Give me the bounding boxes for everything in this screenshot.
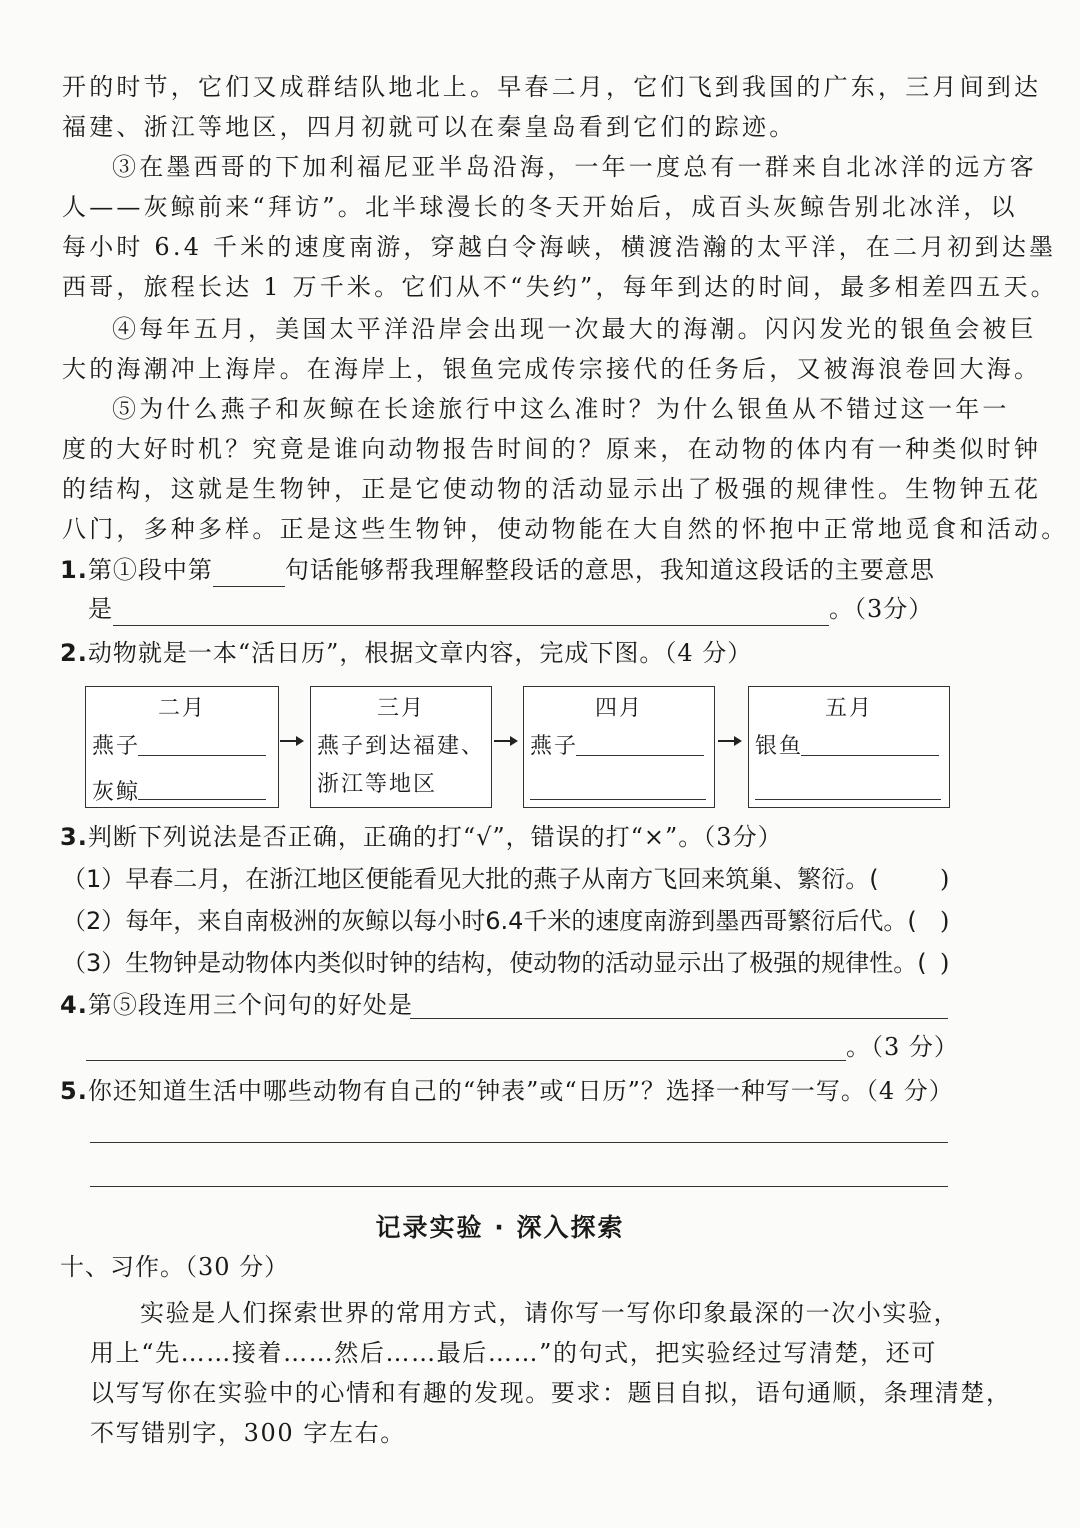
section-title: 十、习作。（30 分）	[60, 1253, 290, 1281]
prompt-line: 用上“先……接着……然后……最后……”的句式，把实验经过写清楚，还可	[90, 1339, 937, 1367]
answer-blank[interactable]	[113, 599, 829, 626]
month-box-mar	[310, 686, 492, 808]
question-number: 4.	[60, 991, 88, 1019]
passage-line: 每小时 6.4 千米的速度南游，穿越白令海峡，横渡浩瀚的太平洋，在二月初到达墨	[62, 233, 1057, 261]
answer-blank[interactable]	[755, 799, 941, 800]
question-1	[60, 553, 935, 587]
passage-line: 度的大好时机？究竟是谁向动物报告时间的？原来，在动物的体内有一种类似时钟	[62, 435, 1042, 463]
arrow-right-icon	[718, 734, 742, 748]
box-row-text: 浙江等地区	[317, 772, 438, 797]
question-text: 你还知道生活中哪些动物有自己的“钟表”或“日历”？选择一种写一写。（4 分）	[87, 1077, 954, 1105]
answer-blank[interactable]	[801, 755, 939, 756]
judgement-item: （3）生物钟是动物体内类似时钟的结构，使动物的活动显示出了极强的规律性。(	[62, 949, 927, 977]
passage-line: 大的海潮冲上海岸。在海岸上，银鱼完成传宗接代的任务后，又被海浪卷回大海。	[62, 355, 1042, 383]
judgement-item: （1）早春二月，在浙江地区便能看见大批的燕子从南方飞回来筑巢、繁衍。(	[62, 865, 879, 893]
passage-line: 人——灰鲸前来“拜访”。北半球漫长的冬天开始后，成百头灰鲸告别北冰洋，以	[62, 193, 1018, 221]
passage-line: ⑤为什么燕子和灰鲸在长途旅行中这么准时？为什么银鱼从不错过这一年一	[112, 395, 1010, 423]
answer-line[interactable]	[90, 1186, 948, 1187]
arrow-right-icon	[494, 734, 518, 748]
box-row-text: 燕子到达福建、	[317, 734, 486, 759]
question-number: 5.	[60, 1077, 88, 1105]
passage-line: 西哥，旅程长达 1 万千米。它们从不“失约”，每年到达的时间，最多相差四五天。	[62, 273, 1058, 301]
box-row-label: 银鱼	[755, 734, 804, 759]
box-title: 三月	[376, 696, 425, 721]
question-number: 2.	[60, 639, 88, 667]
passage-line: ④每年五月，美国太平洋沿岸会出现一次最大的海潮。闪闪发光的银鱼会被巨	[112, 315, 1037, 343]
score-label: 。（3 分）	[846, 1033, 959, 1061]
answer-paren[interactable]: )	[940, 865, 950, 893]
passage-line: 开的时节，它们又成群结队地北上。早春二月，它们飞到我国的广东，三月间到达	[62, 73, 1042, 101]
question-5	[60, 1074, 954, 1108]
question-3	[60, 820, 783, 854]
month-box-feb	[85, 686, 279, 808]
question-text: 动物就是一本“活日历”，根据文章内容，完成下图。（4 分）	[87, 639, 753, 667]
passage-line: 福建、浙江等地区，四月初就可以在秦皇岛看到它们的踪迹。	[62, 113, 797, 141]
answer-paren[interactable]: )	[940, 907, 950, 935]
answer-blank[interactable]	[138, 755, 266, 756]
month-box-may	[748, 686, 950, 808]
question-2	[60, 636, 752, 670]
passage-line: 的结构，这就是生物钟，正是它使动物的活动显示出了极强的规律性。生物钟五花	[62, 475, 1042, 503]
box-row-label: 燕子	[92, 734, 141, 759]
prompt-line: 不写错别字，300 字左右。	[90, 1419, 406, 1447]
box-row-label: 灰鲸	[92, 780, 141, 805]
answer-line[interactable]	[90, 1142, 948, 1143]
box-title: 二月	[157, 696, 206, 721]
question-text: 第①段中第	[87, 556, 213, 584]
score-label: 。（3分）	[829, 595, 934, 623]
box-title: 四月	[594, 696, 643, 721]
box-title: 五月	[824, 696, 873, 721]
question-text: 第⑤段连用三个问句的好处是	[87, 991, 413, 1019]
answer-blank[interactable]	[576, 755, 704, 756]
question-1-cont	[88, 592, 933, 626]
month-box-apr	[523, 686, 715, 808]
passage-line: ③在墨西哥的下加利福尼亚半岛沿海，一年一度总有一群来自北冰洋的远方客	[112, 153, 1037, 181]
question-text: 是	[88, 595, 113, 623]
question-number: 3.	[60, 823, 88, 851]
answer-line[interactable]	[86, 1060, 846, 1061]
answer-blank[interactable]	[530, 799, 706, 800]
judgement-item: （2）每年，来自南极洲的灰鲸以每小时6.4千米的速度南游到墨西哥繁衍后代。(	[62, 907, 917, 935]
prompt-line: 实验是人们探索世界的常用方式，请你写一写你印象最深的一次小实验，	[140, 1299, 960, 1327]
prompt-line: 以写写你在实验中的心情和有趣的发现。要求：题目自拟，语句通顺，条理清楚，	[90, 1379, 1012, 1407]
question-number: 1.	[60, 556, 88, 584]
arrow-right-icon	[280, 734, 304, 748]
question-text: 句话能够帮我理解整段话的意思，我知道这段话的主要意思	[284, 556, 935, 584]
question-4	[60, 988, 413, 1022]
answer-line[interactable]	[410, 1018, 948, 1019]
box-row-label: 燕子	[530, 734, 579, 759]
answer-blank[interactable]	[138, 799, 266, 800]
passage-line: 八门，多种多样。正是这些生物钟，使动物能在大自然的怀抱中正常地觅食和活动。	[62, 515, 1069, 543]
answer-blank[interactable]	[213, 560, 285, 587]
answer-paren[interactable]: )	[940, 949, 950, 977]
section-heading: 记录实验 · 深入探索	[375, 1213, 625, 1242]
question-text: 判断下列说法是否正确，正确的打“√”，错误的打“×”。（3分）	[87, 823, 783, 851]
